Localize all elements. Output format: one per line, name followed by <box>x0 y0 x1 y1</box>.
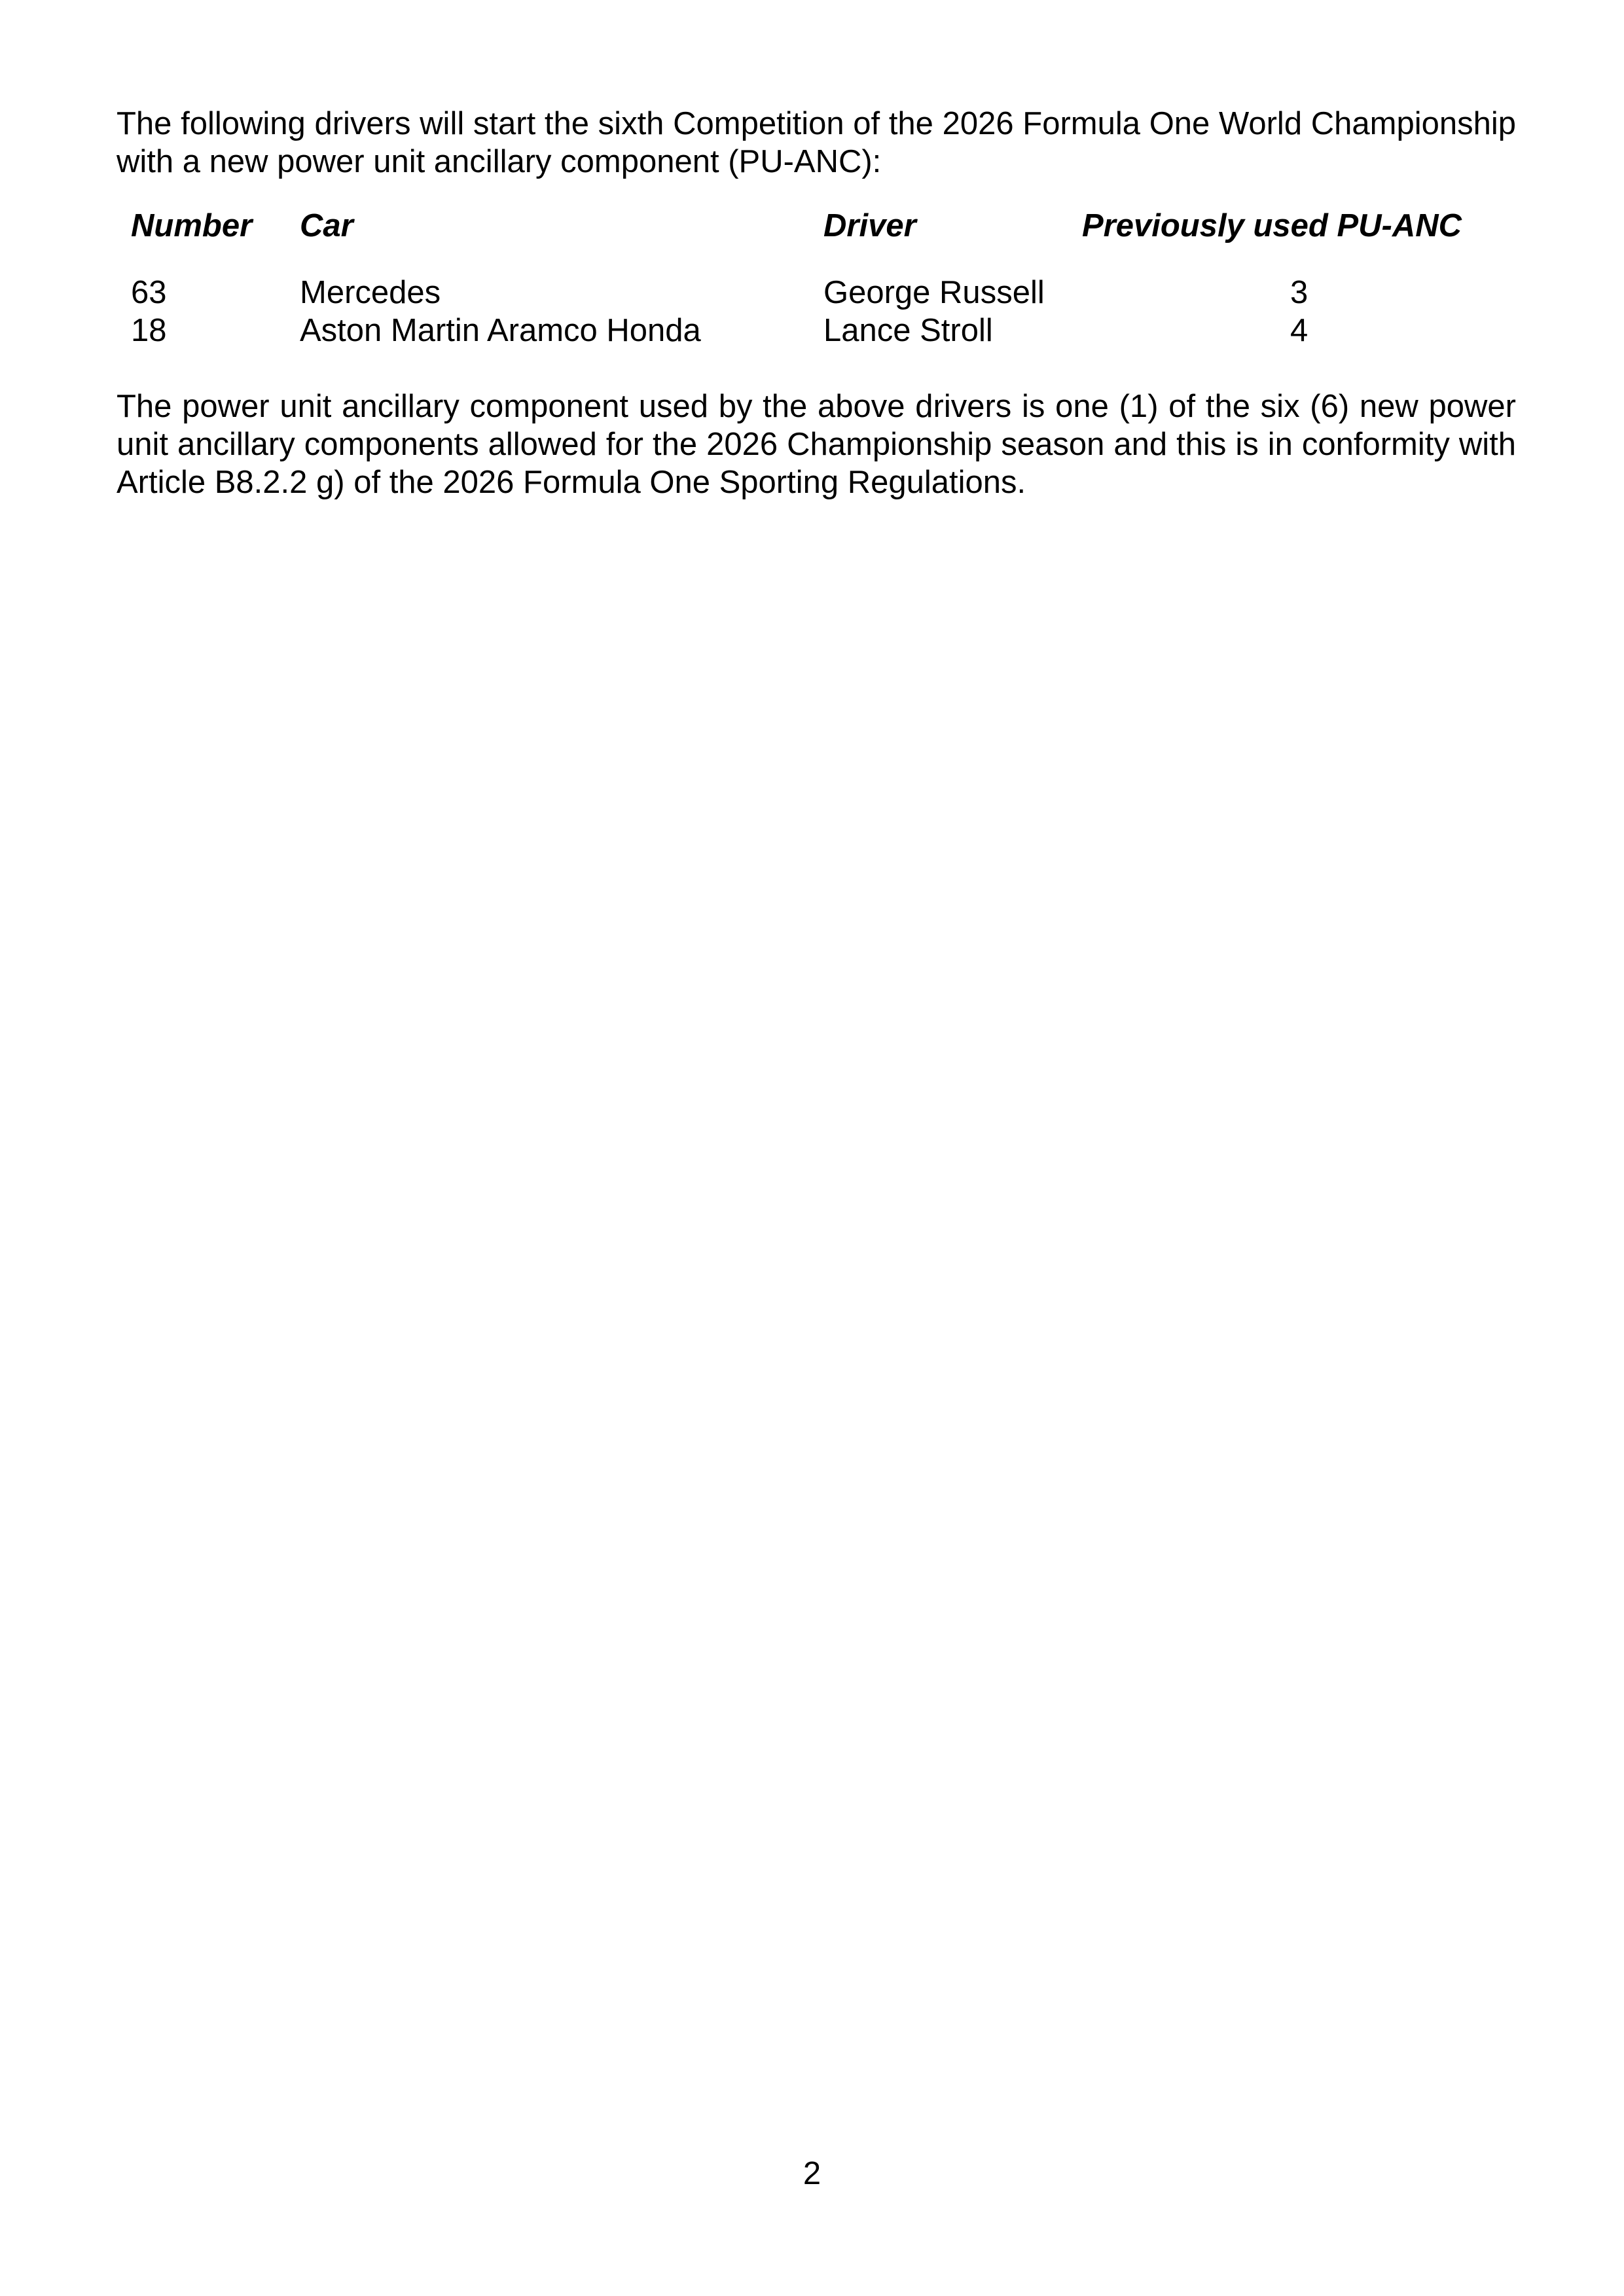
conclusion-paragraph: The power unit ancillary component used by the above drivers is one (1) of the six (6) new power unit ancillary components allowed for the 2026 Championship season and this is in conformity with Article B8.2.2 g) of the 2026 Formula One Sporting Regulations. <box>117 389 1516 500</box>
header-number: Number <box>131 208 253 243</box>
cell-previous: 4 <box>1290 313 1308 348</box>
cell-car: Aston Martin Aramco Honda <box>300 313 701 348</box>
header-previous: Previously used PU-ANC <box>1082 208 1462 243</box>
intro-paragraph: The following drivers will start the sixth Competition of the 2026 Formula One World Championship with a new power unit ancillary component (PU-ANC): <box>117 106 1516 179</box>
header-car: Car <box>300 208 353 243</box>
pu-anc-table <box>131 207 1516 350</box>
cell-driver: Lance Stroll <box>823 313 993 348</box>
table-row <box>131 274 1516 312</box>
cell-previous: 3 <box>1290 275 1308 310</box>
table-row <box>131 312 1516 350</box>
header-driver: Driver <box>823 208 916 243</box>
document-page <box>117 105 1516 501</box>
cell-car: Mercedes <box>300 275 441 310</box>
cell-driver: George Russell <box>823 275 1045 310</box>
page-number: 2 <box>803 2156 821 2191</box>
table-header-row <box>131 207 1516 274</box>
cell-number: 63 <box>131 275 167 310</box>
cell-number: 18 <box>131 313 167 348</box>
